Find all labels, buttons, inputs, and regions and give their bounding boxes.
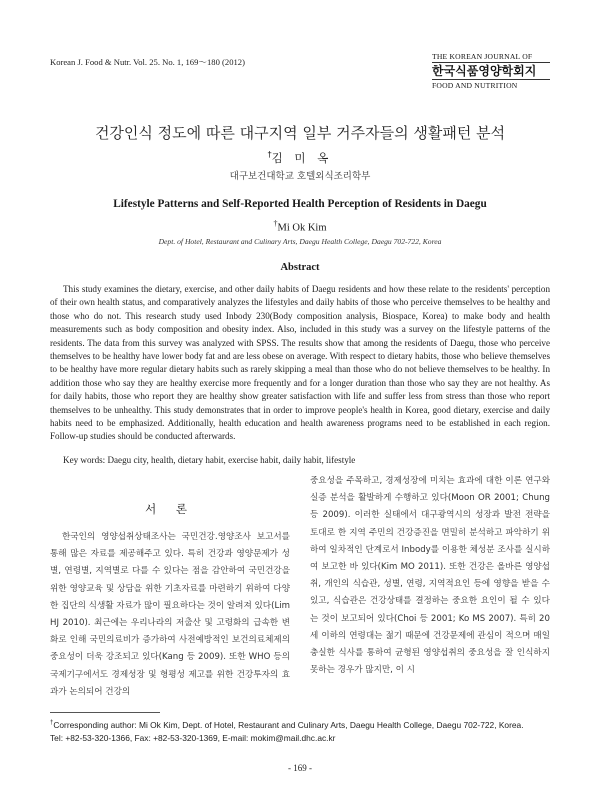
journal-logo-top: THE KOREAN JOURNAL OF: [432, 52, 550, 63]
author-korean: 김 미 옥: [271, 151, 333, 165]
journal-logo-bottom: FOOD AND NUTRITION: [432, 79, 550, 90]
corresponding-author-mark: †: [267, 150, 272, 160]
journal-logo: [432, 52, 550, 90]
section-title-introduction: 서 론: [145, 502, 195, 516]
footnote-divider: [50, 712, 160, 713]
footnote-line-2: Tel: +82-53-320-1366, Fax: +82-53-320-1369, E-mail: mokim@mail.dhc.ac.kr: [50, 732, 336, 743]
author-korean-line: [0, 150, 600, 166]
abstract-heading: Abstract: [280, 262, 320, 273]
introduction-paragraph-left: 한국인의 영양섭취상태조사는 국민건강․영양조사 보고서를 통해 많은 자료를 제공해주고 있다. 특히 건강과 영양문제가 성별, 연령별, 지역별로 다를 수 있다는 점을 감안하여 국민건강을 위한 영양교육 및 상담을 위한 기초자료를 마련하기 위하여 다양한 집단의 식생활 자료가 많이 필요하다는 것이 알려져 있다(Lim HJ 2010). 최근에는 우리나라의 저출산 및 고령화의 급속한 변화로 인해 국민의료비가 증가하여 사전예방적인 보건의료체제의 중요성이 더욱 강조되고 있다(Kang 등 2009). 또한 WHO 등의 국제기구에서도 경제성장 및 형평성 제고를 위한 건강투자의 효과가 논의되어 건강의: [50, 532, 290, 697]
paper-title-korean: 건강인식 정도에 따른 대구지역 일부 거주자들의 생활패턴 분석: [94, 124, 506, 142]
introduction-paragraph-right: 중요성을 주목하고, 경제성장에 미치는 효과에 대한 이론 연구와 실증 분석을 활발하게 수행하고 있다(Moon OR 2001; Chung 등 2009). 이러한 실태에서 대구광역시의 성장과 발전 전략을 토대로 한 지역 주민의 건강증진을 면밀히 분석하고 파악하기 위하여 일차적인 단계로서 Inbody를 이용한 체성분 조사를 실시하여 보고한 바 있다(Kim MO 2011). 또한 건강은 올바른 영양섭취, 개인의 식습관, 성별, 연령, 지역적요인 등에 영향을 받을 수 있고, 식습관은 건강상태를 결정하는 중요한 요인이 될 수 있다는 것이 보고되어 있다(Choi 등 2001; Ko MS 2007). 특히 20세 이하의 연령대는 젊기 때문에 건강문제에 관심이 적으며 매일 충실한 식사를 통하여 균형된 영양섭취의 중요성을 잘 인식하지 못하는 경우가 많지만, 이 시: [310, 476, 550, 676]
author-english: Mi Ok Kim: [277, 222, 327, 234]
page-number: - 169 -: [288, 763, 312, 773]
footnote-line-1: Corresponding author: Mi Ok Kim, Dept. of Hotel, Restaurant and Culinary Arts, Daegu Health College, Daegu 702-722, Korea.: [53, 719, 524, 730]
running-head: Korean J. Food & Nutr. Vol. 25. No. 1, 169～180 (2012): [50, 57, 245, 67]
body-column-right: [310, 473, 550, 679]
abstract-text: This study examines the dietary, exercise, and other daily habits of Daegu residents and how these relate to the residents' perception of their own health status, and comparatively analyzes the lifestyles and daily habits of those who perceive themselves to be healthy and those who do not. This research study used Inbody 230(Body composition analysis, Biospace, Korea) to make body and health measurements such as body composition and obesity index. Also, included in this study was a survey on the lifestyle patterns of the residents. The data from this survey was analyzed with SPSS. The results show that among the residents of Daegu, those who perceive themselves to be healthy have lower body fat and are less obese on average. With respect to dietary habits, those who believe themselves to be healthy have more regular dietary habits such as rarely skipping a meal than those who do not believe themselves to be healthy. In addition those who say they are healthy exercise more frequently and for a longer duration than those who say they are not healthy. As for daily habits, those who report they are healthy show greater satisfaction with life and suffer less from stress than those who report themselves to be unhealthy. This study demonstrates that in order to improve people's health in Korea, good dietary, exercise and daily habits need to be emphasized. Additionally, health education and health awareness programs need to be established in each region. Follow-up studies should be conducted afterwards.: [50, 284, 550, 442]
corresponding-author-mark-en: †: [273, 219, 278, 228]
body-column-left: [50, 473, 290, 701]
journal-logo-korean: 한국식품영양학회지: [432, 64, 537, 78]
author-english-line: [0, 219, 600, 234]
footnote-mark: †: [50, 720, 54, 726]
corresponding-author-footnote: [50, 717, 560, 745]
paper-title-english: Lifestyle Patterns and Self-Reported Health Perception of Residents in Daegu: [113, 198, 487, 210]
affiliation-english: Dept. of Hotel, Restaurant and Culinary Arts, Daegu Health College, Daegu 702-722, Korea: [158, 237, 442, 246]
affiliation-korean: 대구보건대학교 호텔외식조리학부: [229, 171, 371, 182]
keywords: Key words: Daegu city, health, dietary habit, exercise habit, daily habit, lifestyle: [63, 455, 356, 465]
